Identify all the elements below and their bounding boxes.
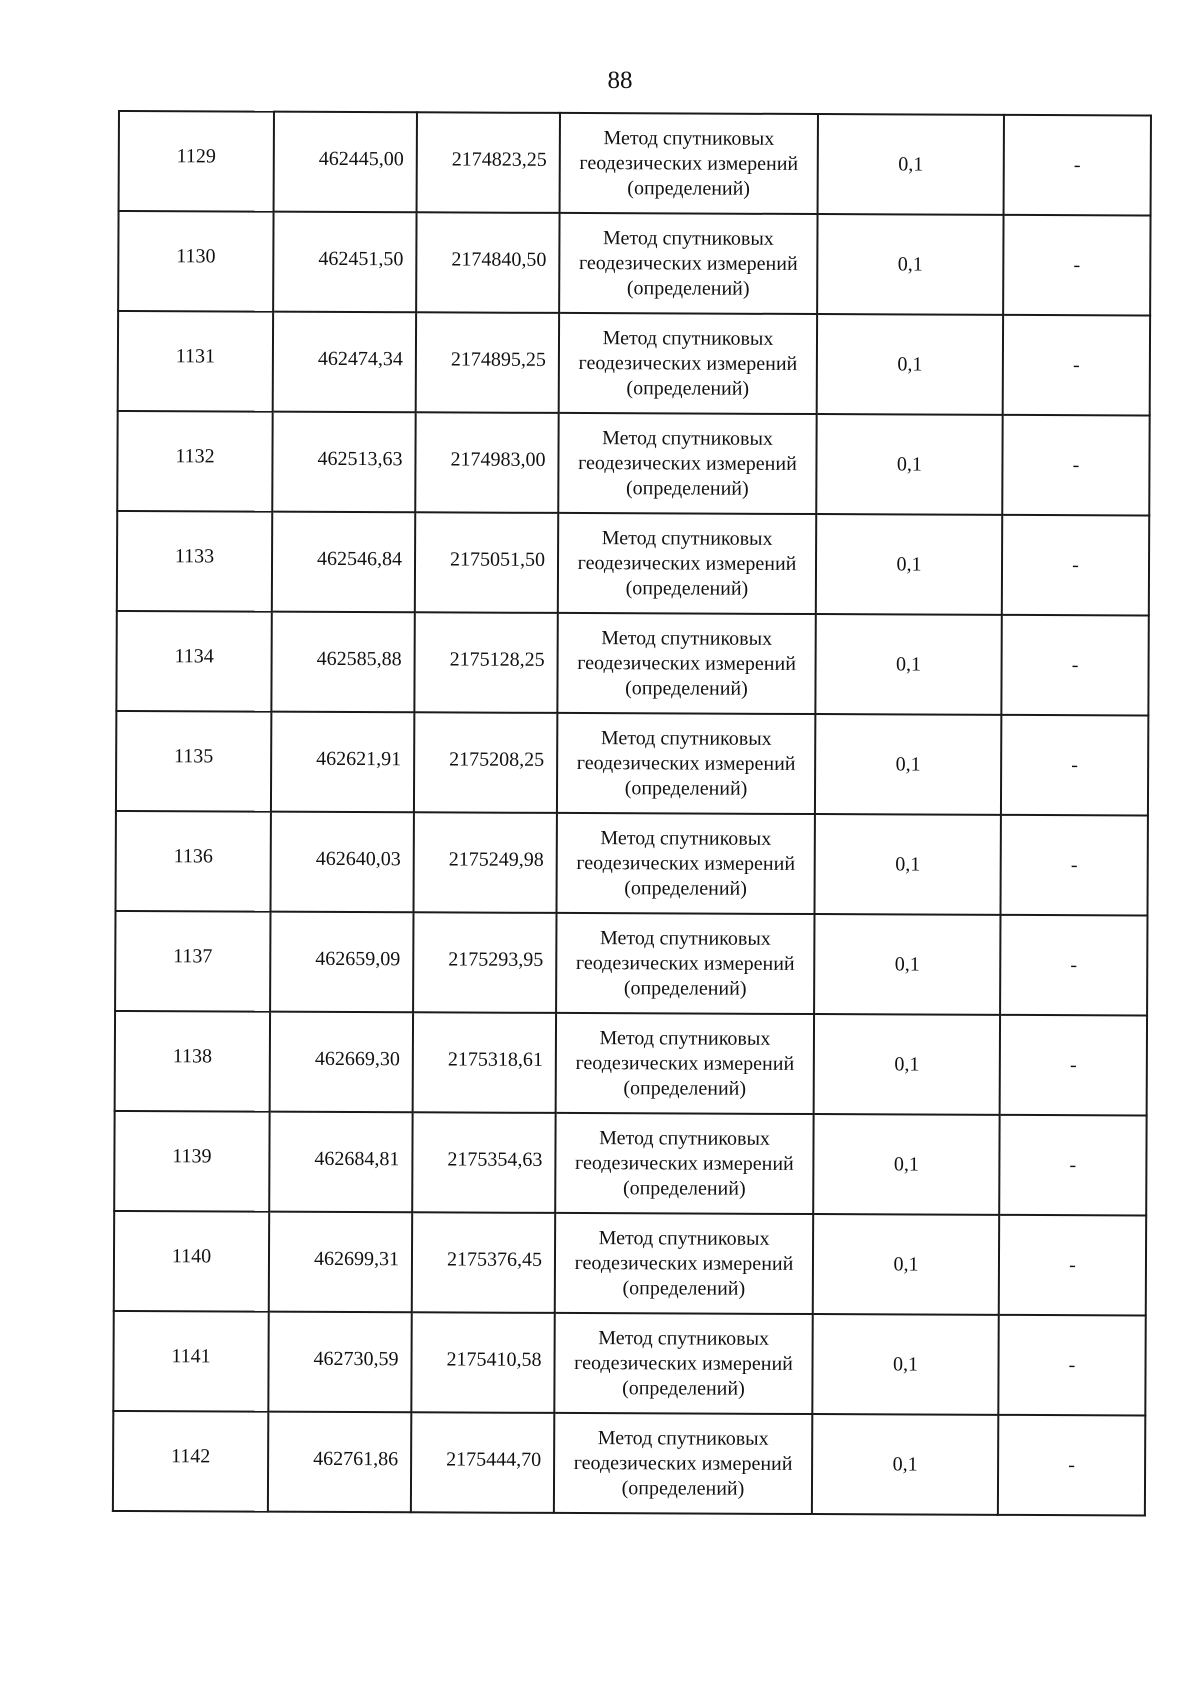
method-cell — [555, 1213, 813, 1314]
x-coordinate-cell — [273, 212, 416, 313]
method-line: (определений) — [627, 176, 751, 200]
accuracy-cell-text: 0,1 — [894, 952, 920, 976]
x-coordinate-cell — [269, 1112, 412, 1213]
note-cell-text: - — [1068, 1453, 1075, 1476]
y-coordinate-cell — [416, 312, 559, 413]
table-row — [118, 211, 1150, 316]
note-cell-text: - — [1073, 253, 1081, 276]
y-coordinate-cell — [412, 1112, 555, 1213]
note-cell-text: - — [1071, 753, 1079, 776]
note-cell-text: - — [1069, 1053, 1077, 1076]
method-cell — [558, 413, 816, 514]
y-coordinate-cell-text: 2175051,50 — [449, 548, 546, 571]
y-coordinate-cell-text: 2175128,25 — [449, 648, 545, 671]
point-number-cell-text: 1139 — [172, 1145, 212, 1168]
method-line: Метод спутниковых — [603, 226, 774, 250]
method-line: (определений) — [622, 1276, 746, 1300]
accuracy-cell — [816, 514, 1002, 615]
method-line: Метод спутниковых — [599, 926, 771, 950]
point-number-cell-text: 1131 — [175, 345, 216, 368]
y-coordinate-cell-text: 2174983,00 — [450, 448, 546, 471]
method-line: (определений) — [621, 1476, 745, 1500]
point-number-cell — [116, 711, 271, 812]
x-coordinate-cell — [271, 812, 414, 913]
point-number-cell — [114, 1211, 269, 1312]
method-line: геодезических измерений — [577, 651, 796, 675]
point-number-cell — [113, 1311, 268, 1412]
accuracy-cell — [815, 714, 1001, 815]
method-line: (определений) — [625, 576, 749, 600]
method-cell — [557, 813, 815, 914]
table-row — [113, 1411, 1145, 1516]
accuracy-cell — [813, 1214, 999, 1315]
x-coordinate-cell-text: 462659,09 — [315, 947, 401, 971]
accuracy-cell-text: 0,1 — [893, 1152, 919, 1176]
y-coordinate-cell-text: 2175318,61 — [447, 1048, 543, 1071]
note-cell — [1004, 115, 1151, 216]
method-line: Метод спутниковых — [599, 1026, 771, 1050]
x-coordinate-cell-text: 462585,88 — [316, 647, 402, 671]
method-cell — [556, 1013, 814, 1114]
note-cell — [1000, 915, 1147, 1016]
table-row — [115, 911, 1147, 1016]
method-line: геодезических измерений — [573, 1451, 793, 1475]
method-line: геодезических измерений — [576, 751, 796, 775]
method-line: геодезических измерений — [579, 151, 799, 175]
table-row — [118, 311, 1150, 416]
x-coordinate-cell — [271, 612, 414, 713]
table-row — [114, 1111, 1146, 1216]
method-line: геодезических измерений — [575, 1151, 794, 1175]
x-coordinate-cell-text: 462621,91 — [316, 747, 402, 771]
note-cell-text: - — [1073, 153, 1081, 176]
note-cell — [1001, 715, 1148, 816]
method-line: (определений) — [624, 776, 748, 800]
y-coordinate-cell — [414, 712, 557, 813]
y-coordinate-cell — [412, 1212, 555, 1313]
note-cell — [1000, 1015, 1147, 1116]
table-row — [116, 711, 1148, 816]
y-coordinate-cell-text: 2174840,50 — [451, 248, 547, 271]
note-cell — [1000, 815, 1147, 916]
method-cell — [557, 713, 815, 814]
method-cell — [560, 113, 818, 214]
method-line: Метод спутниковых — [602, 426, 774, 450]
x-coordinate-cell — [270, 912, 413, 1013]
method-line: геодезических измерений — [575, 1051, 795, 1075]
note-cell-text: - — [1070, 853, 1078, 876]
method-line: (определений) — [626, 376, 750, 400]
method-line: геодезических измерений — [576, 851, 796, 875]
table-body — [113, 111, 1151, 1515]
x-coordinate-cell — [272, 412, 415, 513]
method-line: Метод спутниковых — [603, 126, 775, 150]
y-coordinate-cell — [414, 812, 557, 913]
x-coordinate-cell — [268, 1312, 411, 1413]
accuracy-cell — [813, 1114, 999, 1215]
accuracy-cell — [816, 414, 1002, 515]
accuracy-cell — [812, 1314, 998, 1415]
note-cell-text: - — [1071, 653, 1079, 676]
accuracy-cell-text: 0,1 — [892, 1452, 918, 1476]
note-cell — [1003, 215, 1150, 316]
note-cell — [1002, 415, 1149, 516]
note-cell — [999, 1115, 1146, 1216]
point-number-cell — [115, 1011, 270, 1112]
table-row — [114, 1211, 1146, 1316]
x-coordinate-cell-text: 462699,31 — [313, 1247, 400, 1271]
point-number-cell-text: 1133 — [174, 545, 215, 568]
point-number-cell-text: 1138 — [172, 1045, 213, 1068]
method-line: (определений) — [623, 1076, 747, 1100]
accuracy-cell-text: 0,1 — [895, 852, 921, 876]
y-coordinate-cell — [411, 1312, 554, 1413]
y-coordinate-cell — [413, 912, 556, 1013]
accuracy-cell — [814, 1014, 1000, 1115]
point-number-cell — [116, 811, 271, 912]
accuracy-cell-text: 0,1 — [896, 652, 922, 676]
method-line: геодезических измерений — [574, 1351, 793, 1375]
accuracy-cell-text: 0,1 — [895, 752, 921, 776]
x-coordinate-cell — [274, 112, 417, 213]
x-coordinate-cell-text: 462640,03 — [315, 847, 401, 871]
point-number-cell-text: 1142 — [170, 1445, 211, 1468]
note-cell — [998, 1415, 1145, 1516]
point-number-cell-text: 1130 — [176, 245, 216, 268]
y-coordinate-cell-text: 2175293,95 — [448, 948, 544, 971]
method-line: Метод спутниковых — [597, 1426, 769, 1450]
point-number-cell-text: 1137 — [173, 945, 213, 968]
accuracy-cell-text: 0,1 — [894, 1052, 920, 1076]
y-coordinate-cell — [415, 412, 558, 513]
method-line: геодезических измерений — [577, 551, 797, 575]
point-number-cell-text: 1135 — [173, 745, 214, 768]
table-row — [115, 1011, 1147, 1116]
point-number-cell-text: 1129 — [176, 145, 216, 168]
method-line: геодезических измерений — [578, 451, 797, 475]
table-row — [119, 111, 1151, 216]
point-number-cell — [118, 311, 273, 412]
method-line: (определений) — [625, 476, 749, 500]
note-cell — [1001, 615, 1148, 716]
y-coordinate-cell-text: 2175376,45 — [446, 1248, 543, 1271]
method-cell — [558, 513, 816, 614]
method-line: Метод спутниковых — [599, 1126, 770, 1150]
accuracy-cell — [812, 1414, 998, 1515]
x-coordinate-cell-text: 462684,81 — [314, 1147, 400, 1171]
note-cell-text: - — [1070, 953, 1078, 976]
note-cell-text: - — [1073, 353, 1080, 376]
point-number-cell-text: 1140 — [171, 1245, 212, 1268]
accuracy-cell — [814, 814, 1000, 915]
method-line: геодезических измерений — [578, 351, 798, 375]
method-cell — [557, 613, 815, 714]
y-coordinate-cell-text: 2174823,25 — [451, 148, 547, 171]
accuracy-cell-text: 0,1 — [897, 352, 923, 376]
point-number-cell — [119, 111, 274, 212]
point-number-cell-text: 1141 — [171, 1345, 211, 1368]
y-coordinate-cell-text: 2175354,63 — [447, 1148, 543, 1171]
accuracy-cell-text: 0,1 — [896, 552, 922, 576]
y-coordinate-cell — [413, 1012, 556, 1113]
note-cell-text: - — [1072, 553, 1079, 576]
point-number-cell — [117, 511, 272, 612]
method-line: геодезических измерений — [575, 951, 795, 975]
coordinates-table — [112, 110, 1152, 1516]
method-cell — [554, 1413, 812, 1514]
point-number-cell-text: 1132 — [175, 445, 215, 468]
y-coordinate-cell-text: 2174895,25 — [450, 348, 546, 371]
y-coordinate-cell-text: 2175208,25 — [449, 748, 545, 771]
note-cell — [1003, 315, 1150, 416]
point-number-cell — [113, 1411, 268, 1512]
accuracy-cell-text: 0,1 — [897, 252, 923, 276]
table-row — [113, 1311, 1145, 1416]
point-number-cell — [114, 1111, 269, 1212]
table-row — [117, 411, 1149, 516]
table-row — [116, 611, 1148, 716]
method-line: геодезических измерений — [578, 251, 798, 275]
method-cell — [554, 1313, 812, 1414]
accuracy-cell — [814, 914, 1000, 1015]
accuracy-cell — [817, 314, 1003, 415]
y-coordinate-cell — [417, 112, 560, 213]
note-cell-text: - — [1069, 1153, 1077, 1176]
x-coordinate-cell — [273, 312, 416, 413]
method-cell — [556, 913, 814, 1014]
x-coordinate-cell-text: 462669,30 — [314, 1047, 400, 1071]
table-row — [116, 811, 1148, 916]
method-cell — [559, 213, 817, 314]
point-number-cell — [117, 411, 272, 512]
x-coordinate-cell-text: 462730,59 — [313, 1347, 399, 1371]
x-coordinate-cell-text: 462513,63 — [317, 447, 403, 471]
method-line: Метод спутниковых — [598, 1226, 770, 1250]
accuracy-cell-text: 0,1 — [898, 152, 924, 176]
accuracy-cell-text: 0,1 — [893, 1252, 919, 1276]
x-coordinate-cell-text: 462474,34 — [317, 347, 403, 371]
accuracy-cell — [818, 114, 1004, 215]
method-line: Метод спутниковых — [598, 1326, 770, 1350]
method-line: (определений) — [624, 876, 747, 900]
point-number-cell-text: 1134 — [174, 645, 214, 668]
method-line: (определений) — [626, 276, 750, 300]
method-line: Метод спутниковых — [601, 626, 773, 650]
method-line: (определений) — [622, 1376, 745, 1400]
method-line: геодезических измерений — [574, 1251, 794, 1275]
method-line: (определений) — [625, 676, 748, 700]
method-line: Метод спутниковых — [600, 826, 772, 850]
y-coordinate-cell-text: 2175249,98 — [448, 848, 544, 871]
point-number-cell — [115, 911, 270, 1012]
x-coordinate-cell — [271, 712, 414, 813]
point-number-cell — [116, 611, 271, 712]
y-coordinate-cell — [416, 212, 559, 313]
x-coordinate-cell — [268, 1412, 411, 1513]
accuracy-cell-text: 0,1 — [892, 1352, 919, 1376]
method-line: Метод спутниковых — [602, 326, 774, 350]
note-cell-text: - — [1069, 1253, 1076, 1276]
x-coordinate-cell — [269, 1212, 412, 1313]
y-coordinate-cell — [414, 612, 557, 713]
x-coordinate-cell-text: 462761,86 — [313, 1447, 399, 1471]
method-line: Метод спутниковых — [600, 726, 772, 750]
y-coordinate-cell-text: 2175410,58 — [446, 1348, 542, 1371]
y-coordinate-cell-text: 2175444,70 — [446, 1448, 542, 1471]
method-line: (определений) — [623, 976, 747, 1000]
table-row — [117, 511, 1149, 616]
accuracy-cell — [815, 614, 1001, 715]
method-cell — [555, 1113, 813, 1214]
note-cell — [1002, 515, 1149, 616]
method-cell — [559, 313, 817, 414]
note-cell-text: - — [1068, 1353, 1076, 1376]
x-coordinate-cell-text: 462445,00 — [318, 147, 404, 171]
point-number-cell — [118, 211, 273, 312]
note-cell-text: - — [1072, 453, 1080, 476]
note-cell — [998, 1315, 1145, 1416]
x-coordinate-cell-text: 462451,50 — [318, 247, 404, 271]
x-coordinate-cell-text: 462546,84 — [316, 547, 403, 571]
accuracy-cell — [817, 214, 1003, 315]
x-coordinate-cell — [270, 1012, 413, 1113]
method-line: Метод спутниковых — [601, 526, 773, 550]
point-number-cell-text: 1136 — [173, 845, 213, 868]
x-coordinate-cell — [272, 512, 415, 613]
note-cell — [999, 1215, 1146, 1316]
method-line: (определений) — [622, 1176, 746, 1200]
y-coordinate-cell — [415, 512, 558, 613]
y-coordinate-cell — [411, 1412, 554, 1513]
page-number: 88 — [607, 67, 633, 94]
accuracy-cell-text: 0,1 — [896, 452, 923, 476]
